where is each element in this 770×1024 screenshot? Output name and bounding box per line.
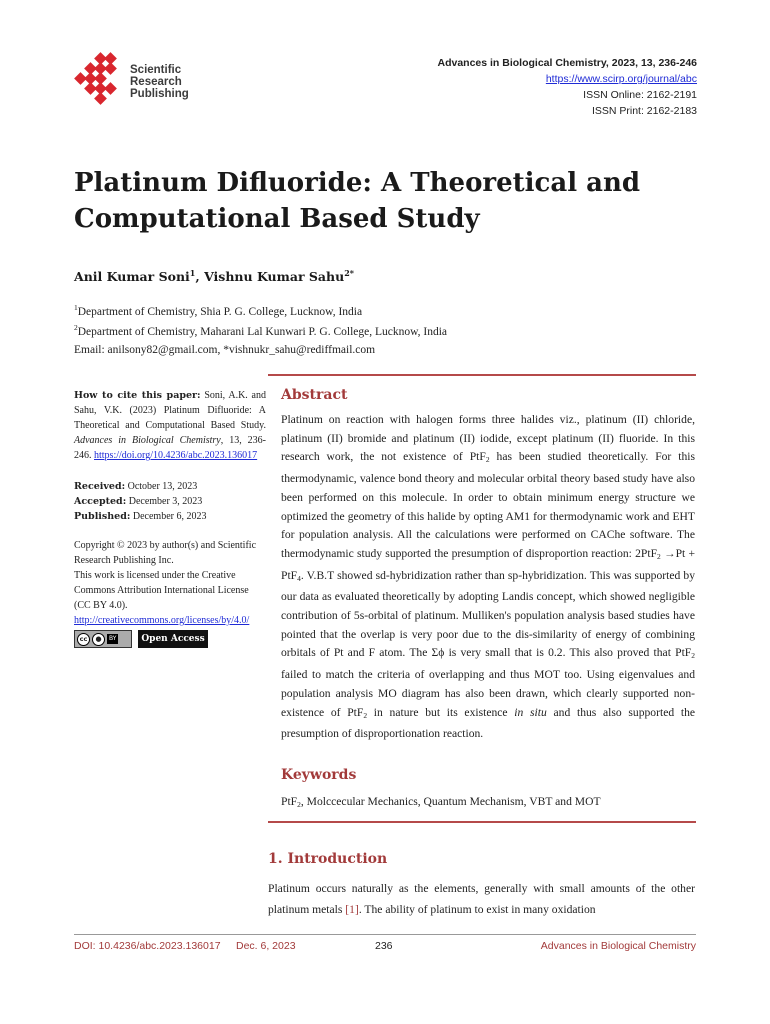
copyright: Copyright © 2023 by author(s) and Scientific Research Publishing Inc. This work is licensed under the Creative Commons Attribution International License (CC BY 4.0). http://creativecommons.org/licenses/by/4.0/: [74, 540, 257, 626]
divider: [268, 821, 696, 823]
article-sidebar: [74, 388, 266, 648]
email-line: Email: anilsony82@gmail.com, *vishnukr_sahu@rediffmail.com: [74, 343, 376, 356]
abstract-heading: Abstract: [281, 387, 348, 403]
journal-url-link[interactable]: https://www.scirp.org/journal/abc: [545, 73, 697, 85]
footer-divider: [74, 934, 696, 935]
publisher-name: Scientific Research Publishing: [130, 64, 189, 100]
diamond-logo-icon: [74, 52, 132, 110]
journal-citation: Advances in Biological Chemistry, 2023, 13, 236-246: [437, 57, 697, 69]
affiliation: $^1$Department of Chemistry, Shia P. G. College, Lucknow, India: [74, 303, 363, 318]
keywords-heading: Keywords: [281, 767, 357, 783]
open-access-badge[interactable]: Open Access: [138, 630, 208, 648]
introduction-text: Platinum occurs naturally as the elements, generally with small amounts of the other platinum metals [1]. The ability of platinum to exist in many oxidation: [268, 882, 695, 916]
reference-link[interactable]: [1]: [345, 903, 359, 916]
author-name: Anil Kumar Soni: [74, 269, 190, 285]
license-link[interactable]: http://creativecommons.org/licenses/by/4.0/: [74, 615, 250, 626]
journal-info: [437, 55, 697, 119]
issn-online: ISSN Online: 2162-2191: [583, 89, 697, 101]
cc-by-badge-icon[interactable]: cc ● BY: [74, 630, 132, 648]
publisher-logo: [74, 52, 224, 112]
affiliation: $^2$Department of Chemistry, Maharani Lal Kunwari P. G. College, Lucknow, India: [74, 322, 448, 338]
dates: Received: October 13, 2023 Accepted: December 3, 2023 Published: December 6, 2023: [74, 481, 207, 522]
author-name: Vishnu Kumar Sahu: [204, 269, 345, 285]
divider: [268, 374, 696, 376]
page-number: 236: [375, 940, 393, 952]
keywords-text: PtF$_2$, Molccecular Mechanics, Quantum Mechanism, VBT and MOT: [281, 795, 601, 809]
introduction-heading: 1. Introduction: [268, 851, 388, 867]
article-title: Platinum Difluoride: A Theoretical and Computational Based Study: [74, 168, 641, 234]
affiliations: [74, 300, 447, 358]
footer-doi: DOI: 10.4236/abc.2023.136017: [74, 940, 221, 952]
how-to-cite: How to cite this paper: Soni, A.K. and Sahu, V.K. (2023) Platinum Difluoride: A Theoretical and Computational Based Study. Advances in Biological Chemistry, 13, 236-246. https://doi.org/10.4236/abc.2023.136017: [74, 390, 266, 461]
footer-date: Dec. 6, 2023: [236, 940, 296, 952]
author-list: Anil Kumar Soni$^1$, Vishnu Kumar Sahu$^{2*}$: [74, 268, 354, 285]
issn-print: ISSN Print: 2162-2183: [591, 105, 697, 117]
doi-link[interactable]: https://doi.org/10.4236/abc.2023.136017: [94, 450, 258, 461]
footer-journal: Advances in Biological Chemistry: [540, 940, 696, 952]
abstract-text: Platinum on reaction with halogen forms three halides viz., platinum (II) chloride, platinum (II) bromide and platinum (II) iodide, except platinum (II) fluoride. In this research work, the not existence of PtF$_2$ has been studied theoretically. For this thermodynamic, valence bond theory and molecular orbital theory based study have also been performed on this molecule. In order to obtain minimum energy structure we optimized the geometry of this halide by opting AM1 for thermodynamic work and EHT for population analysis. All the calculations were performed on CAChe software. The thermodynamic study supported the presumption of disproportion reaction: 2PtF$_2$ →Pt + PtF$_4$. V.B.T showed sd-hybridization rather than sp-hybridization. This was supported by our data as evaluated theoretically by adopting Landis concept, which showed negligible contribution of 5s-orbital of platinum. Mulliken's population analysis based studies have pointed that the overlap is very poor due to the dis-similarity of energy of combining orbitals of Pt and F atom. The Σϕ is very small that is 0.2. This also proved that PtF$_2$ failed to match the criteria of overlapping and thus MOT too. Using eigenvalues and population analysis MO diagram has also been drawn, which clearly supported non-existence of PtF$_2$ in nature but its existence in situ and thus also supported the presumption of disproportionation reaction.: [281, 413, 696, 741]
